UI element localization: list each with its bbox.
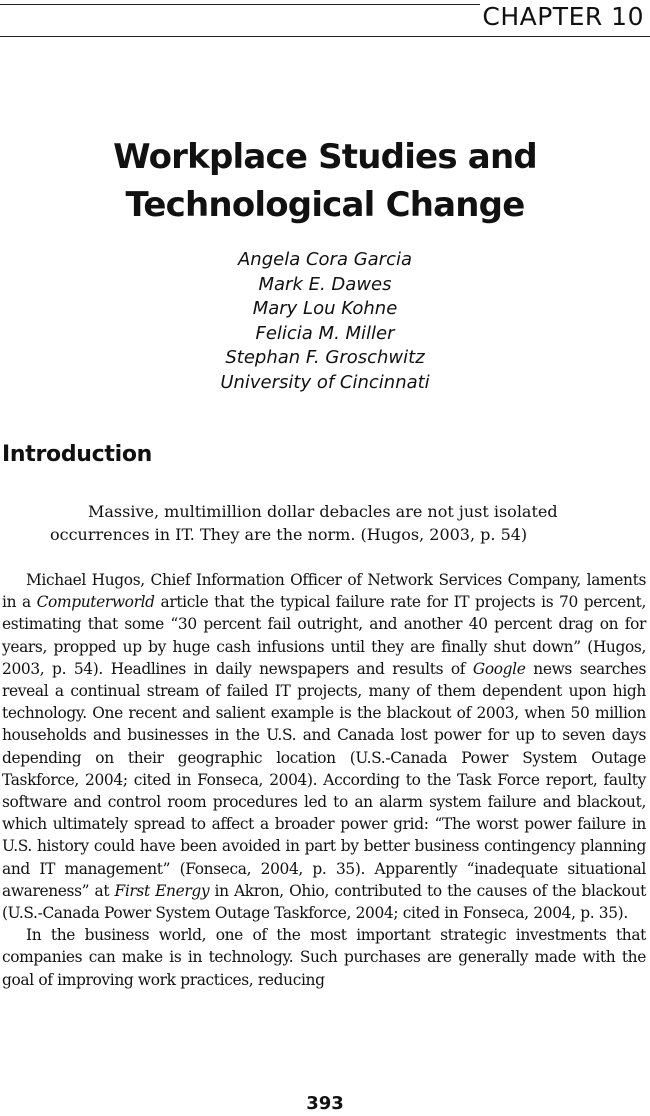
page-number: 393 <box>306 1093 344 1114</box>
author-list <box>0 248 650 395</box>
paragraph-text: news searches reveal a continual stream of failed IT projects, many of them dependent upon high technology. One recent and salient example is the blackout of 2003, when 50 million households and businesses in the U.S. and Canada lost power for up to seven days depending on their geographic location (U.S.-Canada Power System Outage Taskforce, 2004; cited in Fonseca, 2004). According to the Task Force report, faulty software and control room procedures led to an alarm system failure and blackout, which ultimately spread to affect a broader power grid: “The worst power failure in U.S. history could have been avoided in part by better business contingency planning and IT management” (Fonseca, 2004, p. 35). Apparently “inadequate situational awareness” at <box>2 659 646 900</box>
chapter-title-line-2: Technological Change <box>125 185 525 225</box>
search-engine-name: Google <box>472 659 526 678</box>
author-affiliation: University of Cincinnati <box>220 371 430 393</box>
paragraph-text: in Akron, Ohio, contributed to the causes of the blackout (U.S.-Canada Power System Outage Taskforce, 2004; cited in Fonseca, 2004, p. 35). <box>2 881 646 923</box>
chapter-label: CHAPTER 10 <box>482 2 644 31</box>
header-rule-top <box>0 4 480 5</box>
publication-name: Computerworld <box>36 593 155 612</box>
chapter-title <box>0 133 650 229</box>
body-paragraph-2: In the business world, one of the most important strategic investments that companies can make is in technology. Such purchases are generally made with the goal of improving work practices, reducing <box>2 926 646 989</box>
author-name: Mark E. Dawes <box>258 273 392 295</box>
paragraph-text: Michael Hugos, Chief Information Officer of Network Services Company, laments in a <box>2 571 646 612</box>
section-heading: Introduction <box>2 442 153 467</box>
author-name: Stephan F. Groschwitz <box>225 347 425 368</box>
body-paragraph-1 <box>2 569 646 924</box>
author-name: Angela Cora Garcia <box>237 249 412 270</box>
epigraph-line-1: Massive, multimillion dollar debacles are not just isolated <box>88 502 558 521</box>
author-name: Felicia M. Miller <box>255 322 395 344</box>
paragraph-text: article that the typical failure rate for IT projects is 70 percent, estimating that some “30 percent fail outright, and another 40 percent drag on for years, propped up by huge cash infusions until they are finally shut down” (Hugos, 2003, p. 54). Headlines in daily newspapers and results of <box>2 593 646 678</box>
header-rule-bottom <box>0 36 650 37</box>
epigraph-quote <box>50 500 600 546</box>
chapter-title-line-1: Workplace Studies and <box>113 137 537 177</box>
company-name: First Energy <box>114 881 210 900</box>
epigraph-line-2: occurrences in IT. They are the norm. (Hugos, 2003, p. 54) <box>50 525 528 544</box>
body-text <box>2 569 646 991</box>
author-name: Mary Lou Kohne <box>252 298 398 319</box>
